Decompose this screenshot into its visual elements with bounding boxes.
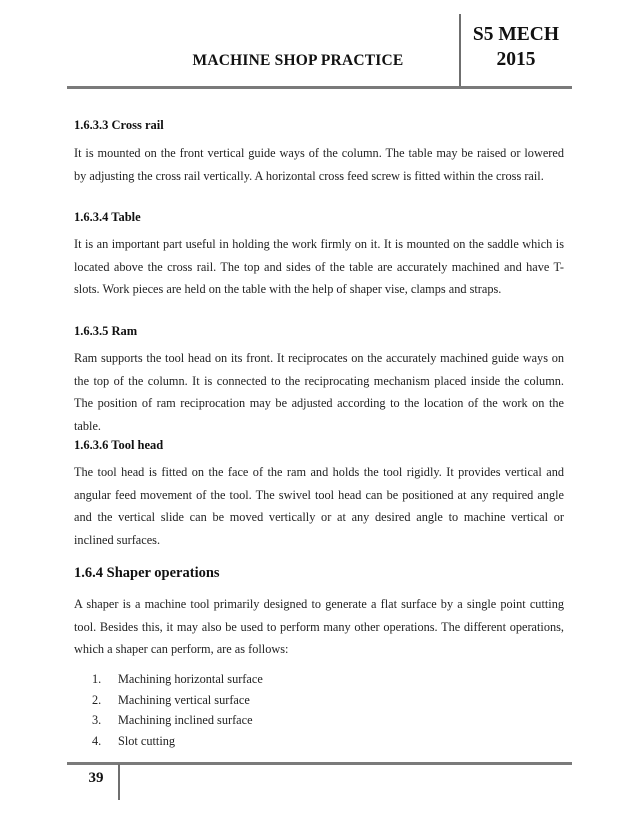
list-item <box>74 731 263 752</box>
paragraph-ram: Ram supports the tool head on its front. It reciprocates on the accurately machined guide ways on the top of the column. It is connected to the reciprocating mechanism placed inside the column. The position of ram reciprocation may be adjusted according to the location of the work on the table. <box>74 351 564 433</box>
list-item-number: 4. <box>92 733 102 748</box>
list-item-label: Machining inclined surface <box>118 713 253 727</box>
paragraph-table: It is an important part useful in holding the work firmly on it. It is mounted on the saddle which is located above the cross rail. The top and sides of the table are accurately machined and have T-slots. Work pieces are held on the table with the help of shaper vise, clamps and straps. <box>74 237 564 296</box>
footer-divider <box>118 764 120 800</box>
heading-cross-rail: 1.6.3.3 Cross rail <box>74 118 164 132</box>
semester-label: S5 MECH <box>472 24 560 45</box>
list-item-label: Machining vertical surface <box>118 692 250 707</box>
heading-tool-head: 1.6.3.6 Tool head <box>74 438 164 452</box>
document-title: MACHINE SHOP PRACTICE <box>192 52 404 69</box>
year-label: 2015 <box>496 49 536 70</box>
list-item-number: 3. <box>92 713 102 727</box>
list-item <box>74 690 263 711</box>
header-rule <box>67 86 572 89</box>
list-item-number: 1. <box>92 672 102 686</box>
paragraph-cross-rail: It is mounted on the front vertical guide ways of the column. The table may be raised or lowered by adjusting the cross rail vertically. A horizontal cross feed screw is fitted within the cross rail. <box>74 146 564 183</box>
list-item-number: 2. <box>92 692 102 707</box>
heading-table: 1.6.3.4 Table <box>74 210 141 224</box>
list-item-label: Machining horizontal surface <box>118 672 263 686</box>
list-item-label: Slot cutting <box>118 733 176 748</box>
operations-list <box>74 669 263 751</box>
semester-badge <box>468 22 564 72</box>
list-item <box>74 669 263 690</box>
paragraph-shaper-operations: A shaper is a machine tool primarily designed to generate a flat surface by a single point cutting tool. Besides this, it may also be used to perform many other operations. The different operations, which a shaper can perform, are as follows: <box>74 597 564 656</box>
page-number: 39 <box>88 770 104 786</box>
paragraph-tool-head: The tool head is fitted on the face of the ram and holds the tool rigidly. It provides vertical and angular feed movement of the tool. The swivel tool head can be positioned at any required angle and the vertical slide can be moved vertically or at any desired angle to machine vertical or inclined surfaces. <box>74 465 564 547</box>
header-divider <box>459 14 461 88</box>
heading-ram: 1.6.3.5 Ram <box>74 324 138 338</box>
list-item <box>74 710 263 731</box>
heading-shaper-operations: 1.6.4 Shaper operations <box>74 565 220 581</box>
footer-rule <box>67 762 572 765</box>
